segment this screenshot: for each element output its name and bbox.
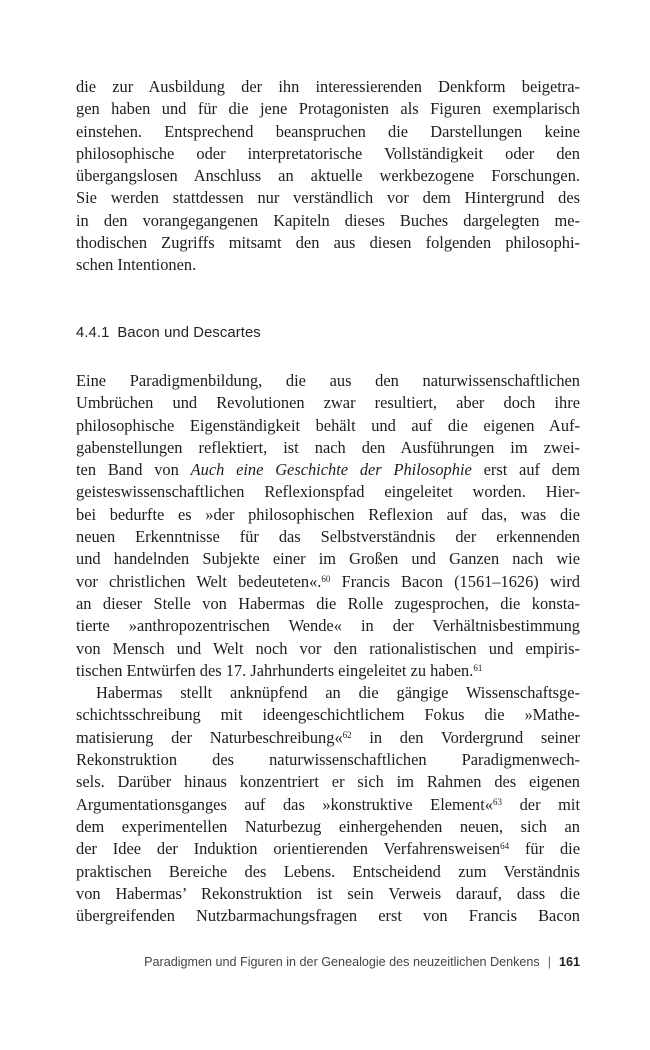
text-line: an dieser Stelle von Habermas die Rolle zugesprochen, die konsta-: [76, 593, 580, 613]
text-line: gen haben und für die jene Protagonisten als Figuren exemplarisch: [76, 99, 580, 119]
text-line: Rekonstruktion des naturwissenschaftlichen Paradigmenwech-: [76, 750, 580, 770]
section-number: 4.4.1: [76, 325, 110, 341]
text-line: thodischen Zugriffs mitsamt den aus diesen folgenden philosophi-: [76, 233, 580, 253]
footnote-ref[interactable]: 63: [493, 796, 502, 807]
text-span: tischen Entwürfen des 17. Jahrhunderts eingeleitet zu haben.: [76, 660, 474, 680]
text-line: Umbrüchen und Revolutionen zwar resultiert, aber doch ihre: [76, 393, 580, 413]
text-span: Francis Bacon (1561–1626) wird: [330, 571, 580, 591]
footnote-ref[interactable]: 60: [321, 573, 331, 584]
text-line: die zur Ausbildung der ihn interessierenden Denkform beigetra-: [76, 77, 580, 96]
text-span: für die: [509, 839, 580, 859]
section-title: Bacon und Descartes: [117, 325, 261, 341]
text-line: philosophische Eigenständigkeit behält und auf die eigenen Auf-: [76, 415, 580, 435]
text-line: philosophische oder interpretatorische Vollständigkeit oder den: [76, 143, 580, 163]
text-line: übergreifenden Nutzbarmachungsfragen erst von Francis Bacon: [76, 906, 580, 926]
text-line: und handelnden Subjekte einer im Großen und Ganzen nach wie: [76, 549, 580, 569]
text-span: in den Vordergrund seiner: [351, 727, 580, 747]
text-line: von Habermas’ Rekonstruktion ist sein Verweis darauf, dass die: [76, 883, 580, 903]
text-line: gabenstellungen reflektiert, ist nach den Ausführungen im zwei-: [76, 437, 580, 457]
paragraph-body: [76, 370, 580, 927]
text-span: vor christlichen Welt bedeuteten«.: [76, 571, 322, 591]
text-line: tierte »anthropozentrischen Wende« in der Verhältnisbestimmung: [76, 616, 580, 636]
footnote-ref[interactable]: 61: [473, 662, 483, 673]
section-heading: [76, 325, 261, 341]
text-line: bei bedurfte es »der philosophischen Reflexion auf das, was die: [76, 504, 580, 524]
text-line: [76, 727, 580, 749]
text-span: matisierung der Naturbeschreibung«: [76, 727, 343, 747]
text-line: Habermas stellt anknüpfend an die gängige Wissenschaftsge-: [96, 683, 580, 703]
footer-separator: |: [547, 955, 551, 969]
text-span: ten Band von: [76, 460, 191, 480]
book-title: Auch eine Geschichte der Philosophie: [190, 460, 472, 480]
text-span: Argumentationsganges auf das »konstruktive Element«: [76, 794, 493, 814]
text-line: [76, 571, 580, 593]
running-title: Paradigmen und Figuren in der Genealogie des neuzeitlichen Denkens: [144, 955, 540, 969]
text-line: [76, 459, 580, 481]
text-span: der Idee der Induktion orientierenden Verfahrensweisen: [76, 839, 501, 859]
text-line: dem experimentellen Naturbezug einhergehenden neuen, sich an: [76, 816, 580, 836]
text-line: in den vorangegangenen Kapiteln dieses Buches dargelegten me-: [76, 210, 580, 230]
text-line: praktischen Bereiche des Lebens. Entscheidend zum Verständnis: [76, 861, 580, 881]
text-line: geisteswissenschaftlichen Reflexionspfad eingeleitet worden. Hier-: [76, 482, 580, 502]
text-line: von Mensch und Welt noch vor den rationalistischen und empiris-: [76, 638, 580, 658]
page-number: 161: [558, 955, 580, 969]
text-span: der mit: [502, 794, 581, 814]
footnote-ref[interactable]: 64: [500, 841, 510, 852]
paragraph-intro: [76, 76, 580, 277]
text-line: übergangslosen Anschluss an aktuelle werkbezogene Forschungen.: [76, 166, 580, 186]
page-footer: [92, 955, 580, 969]
text-line: sels. Darüber hinaus konzentriert er sich im Rahmen des eigenen: [76, 772, 580, 792]
text-line: Eine Paradigmenbildung, die aus den naturwissenschaftlichen: [76, 371, 580, 390]
text-line: neuen Erkenntnisse für das Selbstverständnis der erkennenden: [76, 527, 580, 547]
text-line: [76, 660, 580, 682]
text-line: schen Intentionen.: [76, 255, 197, 275]
footnote-ref[interactable]: 62: [342, 729, 352, 740]
text-line: [76, 838, 580, 860]
text-span: erst auf dem: [471, 460, 580, 480]
text-line: Sie werden stattdessen nur verständlich vor dem Hintergrund des: [76, 188, 580, 208]
text-line: einstehen. Entsprechend beanspruchen die Darstellungen keine: [76, 121, 580, 141]
text-line: schichtsschreibung mit ideengeschichtlichem Fokus die »Mathe-: [76, 705, 580, 725]
text-line: [76, 794, 580, 816]
